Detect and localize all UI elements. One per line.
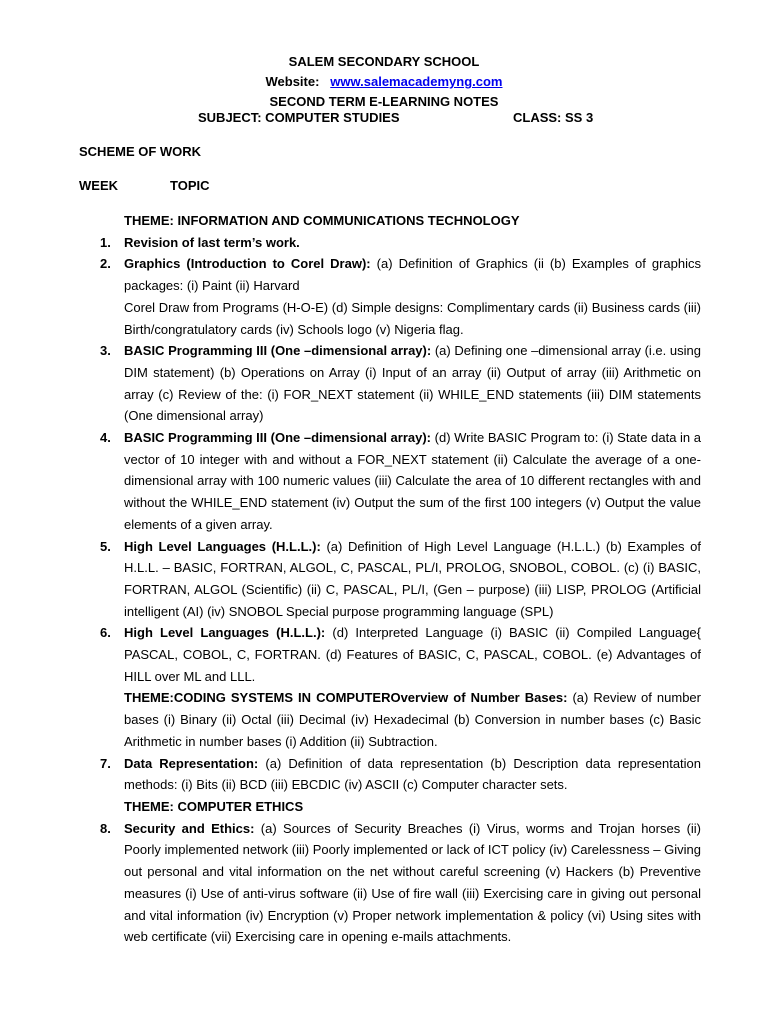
theme-ict: THEME: INFORMATION AND COMMUNICATIONS TECHNOLOGY	[124, 213, 520, 228]
list-item	[79, 753, 701, 796]
number-bases-text: (a) Review of number bases (i) Binary (ii) Octal (iii) Decimal (iv) Hexadecimal (b) Conversion in number bases (c) Basic Arithmetic in number bases (i) Addition (ii) Subtraction.	[124, 690, 701, 749]
item-number: 2.	[100, 256, 111, 272]
week-column-heading: WEEK	[79, 178, 118, 193]
item-number: 5.	[100, 538, 111, 554]
number-bases-block	[124, 687, 701, 752]
item-number: 8.	[100, 820, 111, 836]
item-title: High Level Languages (H.L.L.):	[124, 625, 326, 641]
item-title: BASIC Programming III (One –dimensional array):	[124, 343, 432, 359]
term-title: SECOND TERM E-LEARNING NOTES	[269, 94, 499, 109]
list-item	[79, 340, 701, 427]
item-title: Revision of last term’s work.	[124, 234, 300, 250]
item-text: (d) Interpreted Language (i) BASIC (ii) Compiled Language{ PASCAL, COBOL, C, FORTRAN. (d) Features of BASIC, C, PASCAL, COBOL. (e) Advantages of HILL over ML and LLL.	[124, 625, 701, 684]
theme-ethics: THEME: COMPUTER ETHICS	[124, 798, 304, 814]
scheme-body	[79, 210, 701, 948]
list-item	[79, 427, 701, 536]
list-item	[79, 253, 701, 296]
corel-continuation: Corel Draw from Programs (H-O-E) (d) Simple designs: Complimentary cards (ii) Business cards (iii) Birth/congratulatory cards (iv) Schools logo (v) Nigeria flag.	[124, 299, 701, 337]
list-item	[79, 622, 701, 687]
subject-label: SUBJECT: COMPUTER STUDIES	[198, 110, 400, 125]
document-header	[0, 52, 768, 112]
item-number: 7.	[100, 755, 111, 771]
website-link[interactable]: www.salemacademyng.com	[330, 74, 503, 89]
scheme-of-work-heading: SCHEME OF WORK	[79, 144, 202, 159]
website-line	[0, 72, 768, 92]
class-label: CLASS: SS 3	[513, 110, 594, 125]
item-title: High Level Languages (H.L.L.):	[124, 538, 321, 554]
list-item	[79, 536, 701, 623]
item-text: (a) Definition of data representation (b) Description data representation methods: (i) Bits (ii) BCD (iii) EBCDIC (iv) ASCII (c) Computer character sets.	[124, 755, 702, 793]
item-number: 3.	[100, 343, 111, 359]
item-number: 4.	[100, 430, 111, 446]
item-title: BASIC Programming III (One –dimensional array):	[124, 430, 432, 446]
item-number: 1.	[100, 234, 111, 250]
topic-column-heading: TOPIC	[170, 178, 210, 193]
item-title: Security and Ethics:	[124, 820, 255, 836]
item-title: Graphics (Introduction to Corel Draw):	[124, 256, 371, 272]
list-item	[79, 818, 701, 948]
item-text: (a) Sources of Security Breaches (i) Virus, worms and Trojan horses (ii) Poorly implemented network (iii) Poorly implemented or lack of ICT policy (iv) Carelessness – Giving out personal and vital information on the net without careful screening (v) Hackers (b) Preventive measures (i) Use of anti-virus software (ii) Use of fire wall (iii) Exercising care in giving out personal and vital information (iv) Encryption (v) Proper network implementation & policy (vi) Using sites with web certificate (vii) Exercising care in opening e-mails attachments.	[124, 820, 701, 945]
item-text: (a) Definition of High Level Language (H.L.L.) (b) Examples of H.L.L. – BASIC, FORTRAN, ALGOL, C, PASCAL, PL/I, PROLOG, SNOBOL, COBOL. (c) (i) BASIC, FORTRAN, ALGOL (Scientific) (ii) C, PASCAL, PL/I, (Gen – purpose) (iii) LISP, PROLOG (Artificial intelligent (AI) (iv) SNOBOL Special purpose programming language (SPL)	[124, 538, 701, 619]
website-label: Website:	[265, 74, 320, 89]
item-number: 6.	[100, 625, 111, 641]
number-bases-title: THEME:CODING SYSTEMS IN COMPUTEROverview of Number Bases:	[124, 690, 568, 706]
item-title: Data Representation:	[124, 755, 259, 771]
list-item	[79, 232, 701, 254]
item-text: (a) Defining one –dimensional array (i.e. using DIM statement) (b) Operations on Array (i) Input of an array (ii) Output of array (iii) Arithmetic on array (c) Review of the: (i) FOR_NEXT statement (ii) WHILE_END statements (iii) DIM statements (One dimensional array)	[124, 343, 701, 424]
item-text: (a) Definition of Graphics (ii (b) Examples of graphics packages: (i) Paint (ii) Harvard	[124, 256, 701, 294]
school-name: SALEM SECONDARY SCHOOL	[288, 54, 480, 69]
item-text: (d) Write BASIC Program to: (i) State data in a vector of 10 integer with and without a FOR_NEXT statement (ii) Calculate the average of a one-dimensional array with 100 numeric values (iii) Calculate the area of 10 different rectangles with and without the WHILE_END statement (iv) Output the sum of the first 100 integers (v) Output the value elements of a given array.	[124, 430, 702, 532]
